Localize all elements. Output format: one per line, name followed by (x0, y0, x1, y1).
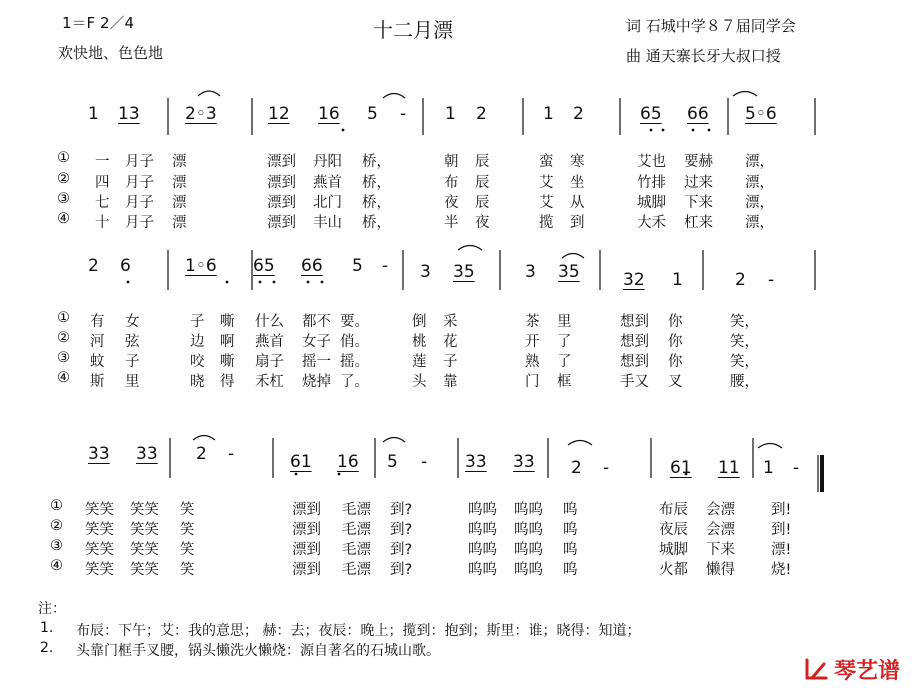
dash: - (228, 444, 235, 464)
lyric: 笑笑 (130, 522, 159, 538)
lyric: 笑， (730, 334, 759, 350)
lyric: 漂到 (267, 154, 296, 170)
lyric: 笑 (180, 522, 195, 538)
note-group: 65 (253, 256, 275, 276)
note: 1 (763, 458, 774, 478)
note: 1 (88, 104, 99, 124)
note-group: 2◦3 (185, 104, 217, 124)
lyric: 寒 (570, 154, 585, 170)
lyric: 燕首 (255, 334, 284, 350)
lyric: 丹阳 (313, 154, 342, 170)
lyric: 火都 (659, 562, 688, 578)
note-group: 65 (640, 104, 662, 124)
lyric: 烧! (771, 562, 792, 578)
note: 2 (88, 256, 99, 276)
lyric: 有 (90, 314, 105, 330)
note: 2 (196, 444, 207, 464)
dash: - (400, 104, 407, 124)
lyric: 艾也 (637, 154, 666, 170)
lyric: 嘶 (220, 354, 235, 370)
lyric: 夜 (475, 215, 490, 231)
lyric: 到? (390, 522, 413, 538)
lyric: 边 (190, 334, 205, 350)
lyric: 呜 (563, 562, 578, 578)
verse-marker: ② (50, 518, 63, 534)
note-group: 1◦6 (185, 256, 217, 276)
lyric: 毛漂 (342, 522, 371, 538)
note-item-number: 1. (40, 620, 54, 636)
lyric: 辰 (475, 175, 490, 191)
lyric: 倒 (412, 314, 427, 330)
lyric: 毛漂 (342, 542, 371, 558)
lyric: 辰 (475, 154, 490, 170)
lyric: 了 (557, 334, 572, 350)
lyric: 到? (390, 542, 413, 558)
lyric: 桥， (362, 195, 391, 211)
lyric: 了。 (340, 374, 369, 390)
lyric: 漂 (172, 154, 187, 170)
note: 1 (445, 104, 456, 124)
lyric: 子 (125, 354, 140, 370)
note: 2 (476, 104, 487, 124)
lyric: 漂! (771, 542, 792, 558)
note-group: 61 (290, 452, 312, 472)
lyric: 笑 (180, 562, 195, 578)
key-meter: 1＝F 2／4 (62, 14, 135, 32)
note-group: 5◦6 (745, 104, 777, 124)
lyric: 女 (125, 314, 140, 330)
lyric: 要。 (340, 314, 369, 330)
note: 2 (735, 270, 746, 290)
expression-marking: 欢快地、色色地 (58, 44, 164, 62)
lyric: 漂， (745, 154, 774, 170)
lyric: 框 (557, 374, 572, 390)
lyric: 会漂 (706, 522, 735, 538)
note-group: 33 (513, 452, 535, 472)
lyric: 桥， (362, 175, 391, 191)
lyric: 下来 (684, 195, 713, 211)
verse-marker: ③ (57, 350, 70, 366)
lyric: 摇。 (340, 354, 369, 370)
lyric: 丰山 (313, 215, 342, 231)
verse-marker: ④ (57, 211, 70, 227)
lyric: 过来 (684, 175, 713, 191)
lyric: 布辰 (659, 502, 688, 518)
lyric: 笑， (730, 314, 759, 330)
dash: - (793, 458, 800, 478)
lyric: 呜呜 (468, 542, 497, 558)
lyric: 半 (444, 215, 459, 231)
lyric: 到? (390, 562, 413, 578)
lyric: 竹排 (637, 175, 666, 191)
note: 1 (672, 270, 683, 290)
lyric: 河 (90, 334, 105, 350)
site-logo (802, 654, 900, 685)
verse-marker: ④ (57, 370, 70, 386)
lyric: 十 (95, 215, 110, 231)
lyric: 月子 (125, 215, 154, 231)
lyric: 桥， (362, 215, 391, 231)
lyric: 想到 (620, 314, 649, 330)
lyric: 毛漂 (342, 502, 371, 518)
verse-marker: ③ (57, 191, 70, 207)
lyric: 弦 (125, 334, 140, 350)
note-group: 16 (318, 104, 340, 124)
verse-marker: ① (57, 310, 70, 326)
composer-credit: 曲 通天寨长牙大叔口授 (626, 47, 781, 65)
note-group: 66 (687, 104, 709, 124)
lyric: 艾 (539, 175, 554, 191)
lyric: 蚊 (90, 354, 105, 370)
lyric: 朝 (444, 154, 459, 170)
lyric: 里 (125, 374, 140, 390)
lyricist-credit: 词 石城中学８７届同学会 (626, 17, 796, 35)
lyric: 子 (190, 314, 205, 330)
notes-label: 注： (38, 601, 66, 617)
lyric: 子 (443, 354, 458, 370)
lyric: 笑笑 (130, 562, 159, 578)
lyric: 四 (95, 175, 110, 191)
lyric: 里 (557, 314, 572, 330)
note-group: 33 (465, 452, 487, 472)
note: 2 (571, 458, 582, 478)
lyric: 漂 (172, 215, 187, 231)
lyric: 夜辰 (659, 522, 688, 538)
lyric: 下来 (706, 542, 735, 558)
lyric: 会漂 (706, 502, 735, 518)
lyric: 开 (525, 334, 540, 350)
lyric: 布 (444, 175, 459, 191)
lyric: 大禾 (637, 215, 666, 231)
note: 3 (525, 262, 536, 282)
lyric: 扇子 (255, 354, 284, 370)
lyric: 呜 (563, 522, 578, 538)
lyric: 漂 (172, 195, 187, 211)
lyric: 什么 (255, 314, 284, 330)
verse-marker: ④ (50, 558, 63, 574)
lyric: 嘶 (220, 314, 235, 330)
lyric: 咬 (190, 354, 205, 370)
lyric: 漂到 (292, 502, 321, 518)
lyric: 北门 (313, 195, 342, 211)
lyric: 女子 (302, 334, 331, 350)
lyric: 笑笑 (85, 542, 114, 558)
song-title: 十二月漂 (373, 18, 453, 42)
lyric: 漂到 (292, 562, 321, 578)
note-group: 66 (301, 256, 323, 276)
lyric: 桥， (362, 154, 391, 170)
lyric: 呜 (563, 502, 578, 518)
note-group: 32 (623, 270, 645, 290)
lyric: 夜 (444, 195, 459, 211)
verse-marker: ① (50, 498, 63, 514)
lyric: 七 (95, 195, 110, 211)
lyric: 手又 (620, 374, 649, 390)
lyric: 想到 (620, 334, 649, 350)
lyric: 笑笑 (85, 522, 114, 538)
lyric: 桃 (412, 334, 427, 350)
lyric: 一 (95, 154, 110, 170)
lyric: 想到 (620, 354, 649, 370)
music-logo-icon (802, 656, 830, 684)
lyric: 叉 (668, 374, 683, 390)
lyric: 得 (220, 374, 235, 390)
note-group: 33 (136, 444, 158, 464)
lyric: 呜呜 (514, 502, 543, 518)
lyric: 笑， (730, 354, 759, 370)
verse-marker: ② (57, 330, 70, 346)
lyric: 漂到 (267, 175, 296, 191)
note-group: 13 (118, 104, 140, 124)
lyric: 头 (412, 374, 427, 390)
note-group: 33 (88, 444, 110, 464)
lyric: 莲 (412, 354, 427, 370)
lyric: 呜 (563, 542, 578, 558)
lyric: 了 (557, 354, 572, 370)
note: 2 (573, 104, 584, 124)
note-group: 12 (268, 104, 290, 124)
verse-marker: ③ (50, 538, 63, 554)
dash: - (421, 452, 428, 472)
lyric: 采 (443, 314, 458, 330)
lyric: 烧掉 (302, 374, 331, 390)
note-item-number: 2. (40, 640, 54, 656)
lyric: 晓 (190, 374, 205, 390)
lyric: 到! (771, 502, 792, 518)
lyric: 你 (668, 314, 683, 330)
verse-marker: ① (57, 150, 70, 166)
lyric: 漂到 (267, 195, 296, 211)
lyric: 斯 (90, 374, 105, 390)
note-item-text: 头靠门框手叉腰，锅头懒洗火懒烧：源自著名的石城山歌。 (76, 643, 440, 659)
lyric: 漂到 (292, 522, 321, 538)
lyric: 毛漂 (342, 562, 371, 578)
dash: - (768, 270, 775, 290)
lyric: 到! (771, 522, 792, 538)
lyric: 笑笑 (130, 542, 159, 558)
lyric: 呜呜 (514, 562, 543, 578)
lyric: 月子 (125, 195, 154, 211)
lyric: 漂， (745, 195, 774, 211)
verse-marker: ② (57, 171, 70, 187)
lyric: 城脚 (637, 195, 666, 211)
note-group: 35 (558, 262, 580, 282)
lyric: 漂 (172, 175, 187, 191)
lyric: 城脚 (659, 542, 688, 558)
lyric: 辰 (475, 195, 490, 211)
lyric: 从 (570, 195, 585, 211)
lyric: 笑笑 (85, 562, 114, 578)
lyric: 啊 (220, 334, 235, 350)
lyric: 漂到 (292, 542, 321, 558)
lyric: 呜呜 (514, 522, 543, 538)
lyric: 懒得 (706, 562, 735, 578)
lyric: 要赫 (684, 154, 713, 170)
note: 1 (543, 104, 554, 124)
lyric: 俏。 (340, 334, 369, 350)
lyric: 笑笑 (85, 502, 114, 518)
lyric: 禾杠 (255, 374, 284, 390)
note: 6 (120, 256, 131, 276)
note-group: 35 (453, 262, 475, 282)
lyric: 腰， (730, 374, 759, 390)
lyric: 燕首 (313, 175, 342, 191)
dash: - (382, 256, 389, 276)
lyric: 花 (443, 334, 458, 350)
note: 5 (352, 256, 363, 276)
lyric: 靠 (443, 374, 458, 390)
lyric: 茶 (525, 314, 540, 330)
lyric: 呜呜 (514, 542, 543, 558)
lyric: 摇一 (302, 354, 331, 370)
lyric: 月子 (125, 175, 154, 191)
lyric: 笑笑 (130, 502, 159, 518)
lyric: 漂到 (267, 215, 296, 231)
note-item-text: 布辰：下午；艾：我的意思； 赫：去；夜辰：晚上；揽到：抱到；斯里：谁；晓得：知道； (76, 623, 641, 639)
lyric: 漂， (745, 215, 774, 231)
lyric: 门 (525, 374, 540, 390)
lyric: 漂， (745, 175, 774, 191)
lyric: 笑 (180, 542, 195, 558)
note-group: 11 (718, 458, 740, 478)
note: 5 (367, 104, 378, 124)
lyric: 蛮 (539, 154, 554, 170)
lyric: 呜呜 (468, 562, 497, 578)
note-group: 61 (670, 458, 692, 478)
lyric: 呜呜 (468, 522, 497, 538)
dash: - (603, 458, 610, 478)
logo-text: 琴艺谱 (834, 659, 901, 684)
note: 5 (387, 452, 398, 472)
lyric: 笑 (180, 502, 195, 518)
lyric: 到? (390, 502, 413, 518)
lyric: 坐 (570, 175, 585, 191)
note-group: 16 (337, 452, 359, 472)
lyric: 艾 (539, 195, 554, 211)
lyric: 你 (668, 334, 683, 350)
lyric: 揽 (539, 215, 554, 231)
note: 3 (420, 262, 431, 282)
lyric: 呜呜 (468, 502, 497, 518)
lyric: 熟 (525, 354, 540, 370)
lyric: 月子 (125, 154, 154, 170)
lyric: 杠来 (684, 215, 713, 231)
lyric: 你 (668, 354, 683, 370)
lyric: 到 (570, 215, 585, 231)
lyric: 都不 (302, 314, 331, 330)
